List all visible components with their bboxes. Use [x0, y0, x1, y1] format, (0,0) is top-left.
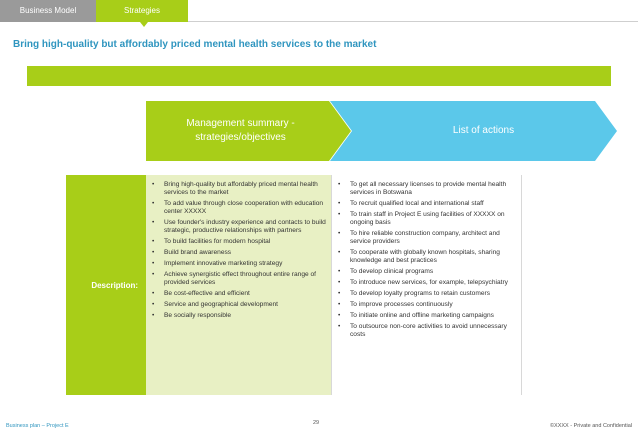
list-item: • Achieve synergistic effect throughout entire range of provided services [152, 271, 316, 286]
tab-bar [0, 0, 188, 22]
bullet-icon: • [338, 323, 341, 330]
tab-business-model[interactable]: Business Model [0, 0, 96, 22]
bullet-icon: • [152, 200, 155, 207]
list-item: • To add value through close cooperation with education center XXXXX [152, 200, 324, 215]
bullet-icon: • [338, 268, 341, 275]
tab-strategies[interactable] [96, 0, 188, 22]
list-item: • Bring high-quality but affordably priced mental health services to the market [152, 181, 318, 196]
bullet-icon: • [338, 301, 341, 308]
tab-strategies-label: Strategies [123, 6, 161, 15]
list-item: • To introduce new services, for example, telepsychiatry [338, 279, 508, 286]
bullet-icon: • [338, 312, 341, 319]
list-item: • To build facilities for modern hospital [152, 238, 271, 245]
bullet-icon: • [152, 181, 155, 188]
bullet-icon: • [152, 301, 155, 308]
bullet-icon: • [338, 200, 341, 207]
header-divider [188, 21, 638, 22]
actions-column [331, 175, 522, 395]
list-item: • To get all necessary licenses to provide mental health services in Botswana [338, 181, 507, 196]
list-of-actions-label: List of actions [452, 125, 515, 136]
bullet-icon: • [338, 249, 341, 256]
management-column [146, 175, 331, 395]
footer-document-name: Business plan – Project E [6, 423, 69, 429]
list-item: • Implement innovative marketing strategy [152, 260, 283, 267]
active-tab-pointer [140, 22, 148, 27]
list-item: • To develop clinical programs [338, 268, 434, 275]
bullet-icon: • [152, 260, 155, 267]
list-item: • Use founder's industry experience and contacts to build strategic, productive relationships with partners [152, 219, 326, 234]
list-item: • To initiate online and offline marketing campaigns [338, 312, 494, 319]
bullet-icon: • [338, 279, 341, 286]
bullet-icon: • [338, 230, 341, 237]
page-number: 29 [313, 420, 320, 426]
bullet-icon: • [152, 249, 155, 256]
list-item: • To hire reliable construction company, architect and service providers [338, 230, 500, 245]
list-of-actions-header [330, 101, 617, 161]
footer-confidentiality: ©XXXX - Private and Confidential [549, 423, 632, 429]
actions-list [338, 181, 518, 339]
list-item: • To develop loyalty programs to retain customers [338, 290, 490, 297]
list-item: • To improve processes continuously [338, 301, 453, 308]
list-item: • To cooperate with globally known hospitals, sharing knowledge and best practices [338, 249, 500, 264]
management-summary-label: Management summary - strategies/objectives [186, 118, 295, 143]
list-item: • Be cost-effective and efficient [152, 290, 250, 297]
bullet-icon: • [338, 181, 341, 188]
list-item: • To recruit qualified local and international staff [338, 200, 484, 207]
bullet-icon: • [152, 312, 155, 319]
page-title: Bring high-quality but affordably priced mental health services to the market [13, 39, 377, 50]
list-item: • Build brand awareness [152, 249, 232, 256]
bullet-icon: • [152, 219, 155, 226]
bullet-icon: • [152, 271, 155, 278]
bullet-icon: • [338, 290, 341, 297]
list-item: • To outsource non-core activities to avoid unnecessary costs [338, 323, 507, 338]
banner-bar [27, 66, 611, 86]
bullet-icon: • [152, 290, 155, 297]
list-item: • Be socially responsible [152, 312, 232, 319]
list-item: • Service and geographical development [152, 301, 278, 308]
bullet-icon: • [152, 238, 155, 245]
management-list [152, 181, 328, 320]
management-summary-header [146, 101, 351, 161]
bullet-icon: • [338, 211, 341, 218]
list-item: • To train staff in Project E using facilities of XXXXX on ongoing basis [338, 211, 505, 226]
description-label: Description: [66, 175, 146, 395]
